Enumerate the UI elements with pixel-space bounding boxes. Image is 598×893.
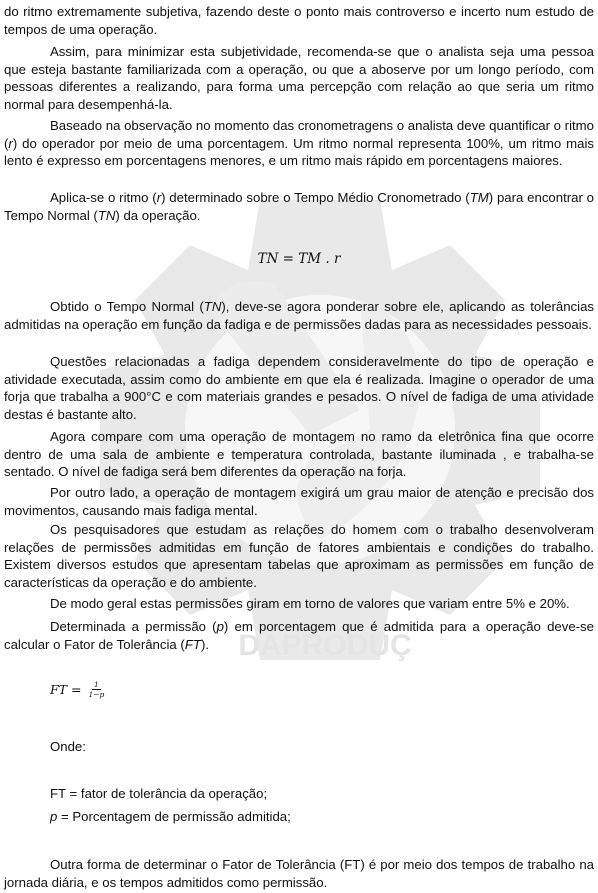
onde-label: Onde: [50,739,86,754]
text-run: Questões relacionadas a fadiga dependem consideravelmente do tipo de operação e atividade executada, assim como do ambiente em que ela é realizada. Imagine o operador de uma forja que trabalha a 900°C e com materiais grandes e pesados. O nível de fadiga de uma atividade destas é bastante alto. [4,354,594,422]
paragraph [4,856,594,891]
text-run: Assim, para minimizar esta subjetividade, recomenda-se que o analista seja uma pessoa que esteja bastante familiarizada com a operação, ou que a aboserve por um longo período, com pessoas diferentes a realizando, para forma uma percepção com relação ao que seria um ritmo normal para desempenhá-la. [4,44,594,112]
text-run: De modo geral estas permissões giram em torno de valores que variam entre 5% e 20%. [50,596,570,611]
text-run: Aplica-se o ritmo ( [50,190,157,205]
definition-ft: FT = fator de tolerância da operação; [50,786,268,801]
paragraph [4,521,594,591]
definition-p [50,808,291,826]
watermark-text: DAPRODUÇ [238,629,412,662]
paragraph [4,117,594,170]
paragraph [4,484,594,519]
text-run: Por outro lado, a operação de montagem exigirá um grau maior de atenção e precisão dos movimentos, causando mais fadiga mental. [4,485,594,518]
equation-tn: TN = TM . r [257,251,341,267]
text-run: ), deve-se agora ponderar sobre ele, aplicando as tolerâncias admitidas na operação em função da fadiga e de permissões dadas para as necessidades pessoais. [4,299,594,332]
paragraph [4,3,594,38]
text-run: Os pesquisadores que estudam as relações do homem com o trabalho desenvolveram relações de permissões admitidas em função de fatores ambientais e condições do trabalho. Existem diversos estudos que apresentam tabelas que aproximam as permissões em função de características da operação e do ambiente. [4,522,594,590]
text-run: ) da operação. [115,207,201,223]
paragraph [4,298,594,333]
text-run: Obtido o Tempo Normal ( [50,299,204,314]
text-run: do ritmo extremamente subjetiva, fazendo deste o ponto mais controverso e incerto num estudo de tempos de uma operação. [4,4,594,37]
fraction-denominator: 1−p [88,690,105,699]
paragraph [4,618,594,653]
text-run: Determinada a permissão ( [50,619,217,634]
fraction-numerator: 1 [94,680,99,689]
italic-variable: TN [97,207,116,223]
text-run: ) em porcentagem que é admitida para a operação deve-se calcular o Fator de Tolerância ( [4,619,594,652]
variable-p: p [50,809,58,824]
italic-variable: p [216,619,224,634]
italic-variable: r [8,135,13,151]
text-run: ) para encontrar o Tempo Normal ( [4,190,594,223]
paragraph [4,43,594,113]
text-run: ) do operador por meio de uma porcentagem. Um ritmo normal representa 100%, um ritmo mais lento é expresso em porcentagens menores, e um ritmo mais rápido em porcentagens maiores. [4,135,594,168]
fraction [86,680,106,699]
paragraph [4,189,594,224]
text-run: ) determinado sobre o Tempo Médio Cronometrado ( [161,190,470,205]
italic-variable: FT [184,636,201,652]
text-run: Agora compare com uma operação de montagem no ramo da eletrônica fina que ocorre dentro de uma sala de ambiente e temperatura controlada, bastante iluminada , e trabalha-se sentado. O nível de fadiga será bem diferentes da operação na forja. [4,429,594,479]
text-run: Baseado na observação no momento das cronometragens o analista deve quantificar o ritmo ( [4,118,594,151]
text-run: ). [200,636,209,652]
italic-variable: r [156,190,162,205]
text-run: Outra forma de determinar o Fator de Tolerância (FT) é por meio dos tempos de trabalho na jornada diária, e os tempos admitidos como permissão. [4,857,594,890]
italic-variable: TM [469,190,489,205]
equation-ft-lhs: FT = [50,682,82,697]
equation-ft [50,680,106,699]
paragraph [4,353,594,423]
definition-p-text: = Porcentagem de permissão admitida; [57,809,291,824]
paragraph [4,428,594,481]
paragraph [4,595,594,613]
italic-variable: TN [203,299,222,314]
